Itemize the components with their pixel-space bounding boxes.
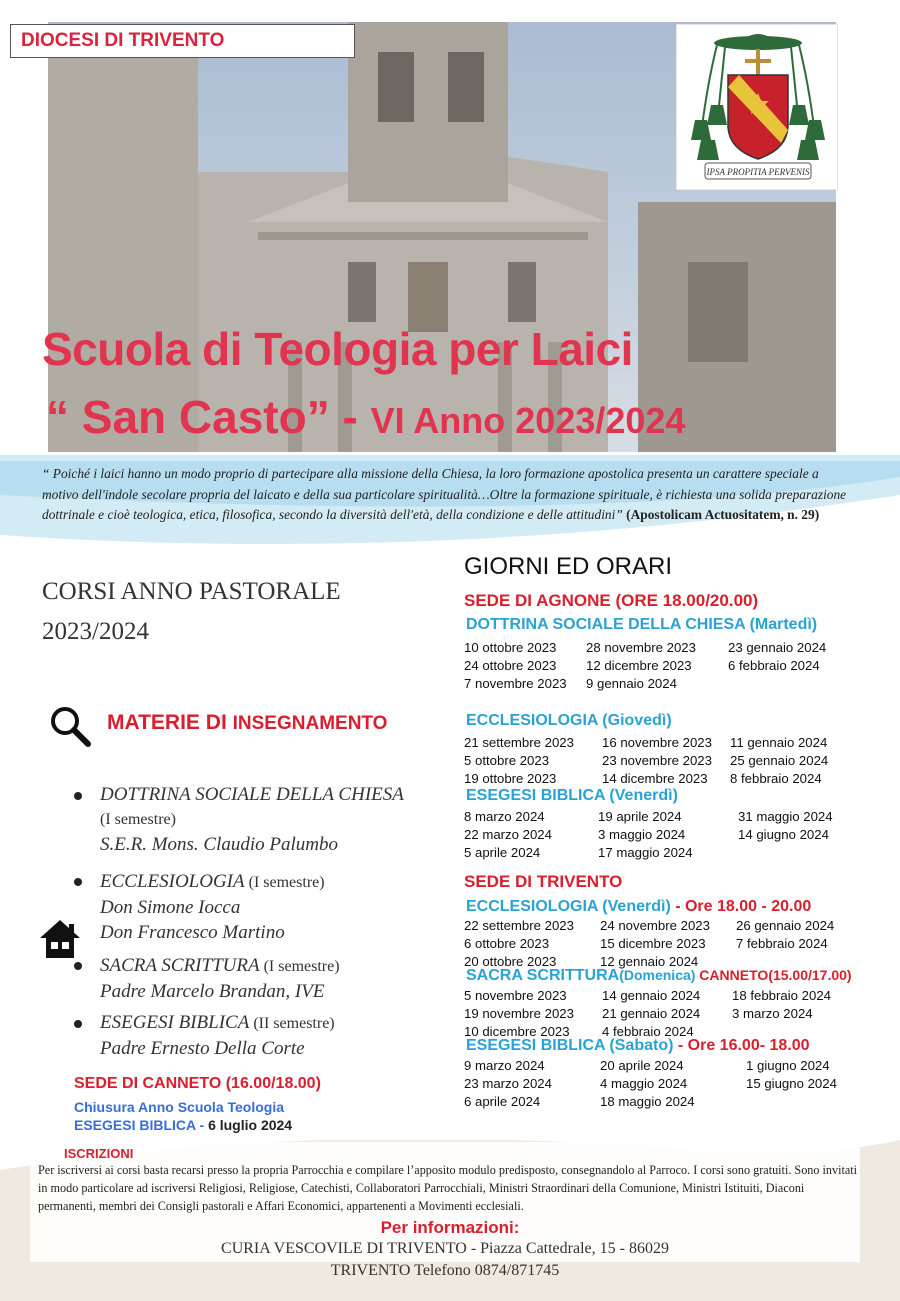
date-cell: 19 novembre 2023 — [464, 1006, 574, 1021]
date-row — [464, 844, 868, 862]
date-cell: 11 gennaio 2024 — [730, 735, 828, 750]
date-cell: 22 marzo 2024 — [464, 827, 552, 842]
date-row — [464, 826, 868, 844]
course-teacher: Don Simone Iocca — [100, 897, 241, 918]
date-cell: 15 giugno 2024 — [746, 1076, 837, 1091]
date-cell: 20 aprile 2024 — [600, 1058, 684, 1073]
trivento-eccl-dates — [464, 917, 866, 971]
date-cell: 3 maggio 2024 — [598, 827, 686, 842]
course-time: - Ore 18.00 - 20.00 — [670, 898, 812, 915]
date-cell: 7 febbraio 2024 — [736, 936, 828, 951]
date-cell: 19 aprile 2024 — [598, 809, 682, 824]
date-cell: 5 novembre 2023 — [464, 988, 567, 1003]
date-row — [464, 987, 862, 1005]
date-cell: 5 aprile 2024 — [464, 845, 541, 860]
date-cell: 10 dicembre 2023 — [464, 1024, 570, 1039]
course-day: (Martedì) — [749, 616, 818, 633]
course-item-sacra-scrittura — [100, 953, 340, 1004]
date-row — [464, 770, 860, 788]
course-title: ECCLESIOLOGIA (Venerdì) — [466, 898, 671, 915]
course-teacher: Padre Ernesto Della Corte — [100, 1038, 305, 1059]
trivento-heading: SEDE DI TRIVENTO — [464, 872, 623, 891]
course-item-ecclesiologia — [100, 869, 325, 945]
date-row — [464, 639, 858, 657]
agnone-eccl-dates — [464, 734, 860, 788]
date-row — [464, 1075, 876, 1093]
subjects-heading-a: MATERIE DI — [107, 711, 233, 734]
trivento-sacra-heading — [466, 967, 852, 985]
agnone-eccl-heading: ECCLESIOLOGIA (Giovedì) — [466, 712, 672, 729]
date-cell — [746, 1093, 876, 1111]
school-name: “ San Casto” — [46, 391, 330, 443]
date-cell: 17 maggio 2024 — [598, 845, 693, 860]
iscrizioni-text: Per iscriversi ai corsi basta recarsi presso la propria Parrocchia e compilare l’apposito modulo predisposto, consegnandolo al Parroco. I corsi sono gratuiti. Sono invitati in modo particolare ad iscriversi Religiosi, Religiose, Catechisti, Collaboratori Parrocchiali, Ministri Straordinari della Comunione, Ministri Istituiti, Diaconi permanenti, membri dei Consigli pastorali e Affari Economici, appartenenti a Movimenti ecclesiali. — [38, 1163, 858, 1213]
date-cell: 23 gennaio 2024 — [728, 640, 827, 655]
date-cell: 24 novembre 2023 — [600, 918, 710, 933]
quote-block — [42, 464, 852, 526]
trivento-eseg-heading — [466, 1037, 810, 1055]
date-cell: 3 marzo 2024 — [732, 1006, 813, 1021]
date-cell: 20 ottobre 2023 — [464, 954, 557, 969]
date-cell: 12 dicembre 2023 — [586, 658, 692, 673]
date-cell — [728, 675, 858, 693]
date-cell: 19 ottobre 2023 — [464, 771, 557, 786]
date-cell: 21 gennaio 2024 — [602, 1006, 701, 1021]
course-time: CANNETO(15.00/17.00) — [695, 967, 852, 983]
course-title: ESEGESI BIBLICA (Sabato) — [466, 1037, 674, 1054]
date-cell: 18 febbraio 2024 — [732, 988, 831, 1003]
date-cell: 10 ottobre 2023 — [464, 640, 557, 655]
trivento-sacra-dates — [464, 987, 862, 1041]
date-cell: 9 marzo 2024 — [464, 1058, 545, 1073]
course-semester: (I semestre) — [259, 958, 340, 975]
house-icon — [38, 918, 82, 960]
date-cell: 7 novembre 2023 — [464, 676, 567, 691]
trivento-eccl-heading — [466, 898, 811, 916]
canneto-event-date: 6 luglio 2024 — [208, 1117, 293, 1133]
date-cell: 24 ottobre 2023 — [464, 658, 557, 673]
date-cell: 23 novembre 2023 — [602, 753, 712, 768]
subjects-heading — [107, 711, 387, 735]
iscrizioni-heading: ISCRIZIONI — [64, 1146, 134, 1161]
courses-heading-line2: 2023/2024 — [42, 618, 149, 645]
date-row — [464, 675, 858, 693]
course-semester: (II semestre) — [249, 1015, 335, 1032]
course-name: DOTTRINA SOCIALE DELLA CHIESA — [100, 784, 404, 805]
info-heading: Per informazioni: — [380, 1218, 520, 1237]
date-row — [464, 657, 858, 675]
date-row — [464, 1057, 876, 1075]
date-cell: 18 maggio 2024 — [600, 1094, 695, 1109]
bullet-icon — [74, 878, 82, 886]
school-title: Scuola di Teologia per Laici — [42, 323, 633, 375]
course-teacher: Padre Marcelo Brandan, IVE — [100, 981, 325, 1002]
subjects-heading-b: INSEGNAMENTO — [232, 713, 388, 734]
course-day: (Domenica) — [619, 967, 696, 983]
canneto-event — [74, 1117, 292, 1133]
course-name: ESEGESI BIBLICA — [100, 1012, 250, 1033]
info-phone: TRIVENTO Telefono 0874/871745 — [330, 1262, 560, 1279]
canneto-event-name: ESEGESI BIBLICA - — [74, 1117, 209, 1133]
date-cell: 14 dicembre 2023 — [602, 771, 708, 786]
courses-heading-line1: CORSI ANNO PASTORALE — [42, 578, 341, 605]
date-cell: 16 novembre 2023 — [602, 735, 712, 750]
date-cell: 22 settembre 2023 — [464, 918, 574, 933]
title-dash: - — [329, 391, 371, 443]
svg-text:IPSA PROPITIA PERVENIS: IPSA PROPITIA PERVENIS — [706, 167, 810, 177]
date-cell: 9 gennaio 2024 — [586, 676, 677, 691]
course-semester: (I semestre) — [100, 811, 176, 828]
date-row — [464, 935, 866, 953]
info-address: CURIA VESCOVILE DI TRIVENTO - Piazza Cattedrale, 15 - 86029 — [221, 1240, 669, 1257]
date-row — [464, 752, 860, 770]
course-title: DOTTRINA SOCIALE DELLA CHIESA — [466, 616, 750, 633]
trivento-eseg-dates — [464, 1057, 876, 1111]
agnone-heading: SEDE DI AGNONE (ORE 18.00/20.00) — [464, 591, 759, 610]
date-cell: 28 novembre 2023 — [586, 640, 696, 655]
date-row — [464, 734, 860, 752]
course-item-esegesi — [100, 1010, 335, 1061]
courses-year-heading — [42, 572, 341, 652]
quote-source: (Apostolicam Actuositatem, n. 29) — [622, 507, 820, 522]
date-cell: 12 gennaio 2024 — [600, 954, 699, 969]
date-cell: 15 dicembre 2023 — [600, 936, 706, 951]
course-time: - Ore 16.00- 18.00 — [673, 1037, 810, 1054]
canneto-heading: SEDE DI CANNETO (16.00/18.00) — [74, 1075, 321, 1092]
agnone-eseg-dates — [464, 808, 868, 862]
agnone-dsc-heading — [466, 616, 817, 634]
date-cell: 31 maggio 2024 — [738, 809, 833, 824]
course-teacher: S.E.R. Mons. Claudio Palumbo — [100, 834, 339, 855]
date-row — [464, 1005, 862, 1023]
date-cell: 8 febbraio 2024 — [730, 771, 822, 786]
agnone-eseg-heading: ESEGESI BIBLICA (Venerdì) — [466, 787, 678, 804]
date-cell: 6 ottobre 2023 — [464, 936, 550, 951]
date-cell: 5 ottobre 2023 — [464, 753, 550, 768]
date-cell: 14 gennaio 2024 — [602, 988, 701, 1003]
school-subtitle — [46, 390, 685, 444]
diocese-label: DIOCESI DI TRIVENTO — [10, 24, 355, 58]
search-icon — [48, 704, 92, 748]
quote-text: “ Poiché i laici hanno un modo proprio di partecipare alla missione della Chiesa, la loro formazione apostolica presenta un carattere speciale a motivo dell'indole secolare propria del laicato e della sua particolare spiritualità…Oltre la formazione spirituale, è richiesta una solida preparazione dottrinale e cioè teologica, etica, filosofica, secondo la diversità dell'età, della condizione e delle attitudini” — [42, 466, 847, 522]
date-cell — [738, 844, 868, 862]
date-cell: 6 febbraio 2024 — [728, 658, 820, 673]
date-cell: 4 maggio 2024 — [600, 1076, 688, 1091]
course-name: SACRA SCRITTURA — [100, 955, 260, 976]
date-cell: 23 marzo 2024 — [464, 1076, 552, 1091]
date-cell: 14 giugno 2024 — [738, 827, 829, 842]
date-cell: 4 febbraio 2024 — [602, 1024, 694, 1039]
agnone-dsc-dates — [464, 639, 858, 693]
date-cell: 1 giugno 2024 — [746, 1058, 830, 1073]
schedule-title: GIORNI ED ORARI — [464, 553, 673, 580]
school-year: VI Anno 2023/2024 — [370, 400, 686, 441]
bullet-icon — [74, 1020, 82, 1028]
date-row — [464, 808, 868, 826]
date-cell: 8 marzo 2024 — [464, 809, 545, 824]
course-item-dottrina — [100, 782, 404, 857]
bullet-icon — [74, 962, 82, 970]
date-cell: 21 settembre 2023 — [464, 735, 574, 750]
bullet-icon — [74, 792, 82, 800]
course-title: SACRA SCRITTURA — [466, 967, 620, 984]
course-semester: (I semestre) — [244, 874, 325, 891]
date-row — [464, 1093, 876, 1111]
canneto-closing: Chiusura Anno Scuola Teologia — [74, 1099, 285, 1115]
date-cell: 6 aprile 2024 — [464, 1094, 541, 1109]
course-teacher: Don Francesco Martino — [100, 922, 285, 943]
coat-of-arms-logo — [676, 24, 838, 190]
date-cell: 26 gennaio 2024 — [736, 918, 835, 933]
course-name: ECCLESIOLOGIA — [100, 871, 245, 892]
date-cell: 25 gennaio 2024 — [730, 753, 829, 768]
date-row — [464, 917, 866, 935]
